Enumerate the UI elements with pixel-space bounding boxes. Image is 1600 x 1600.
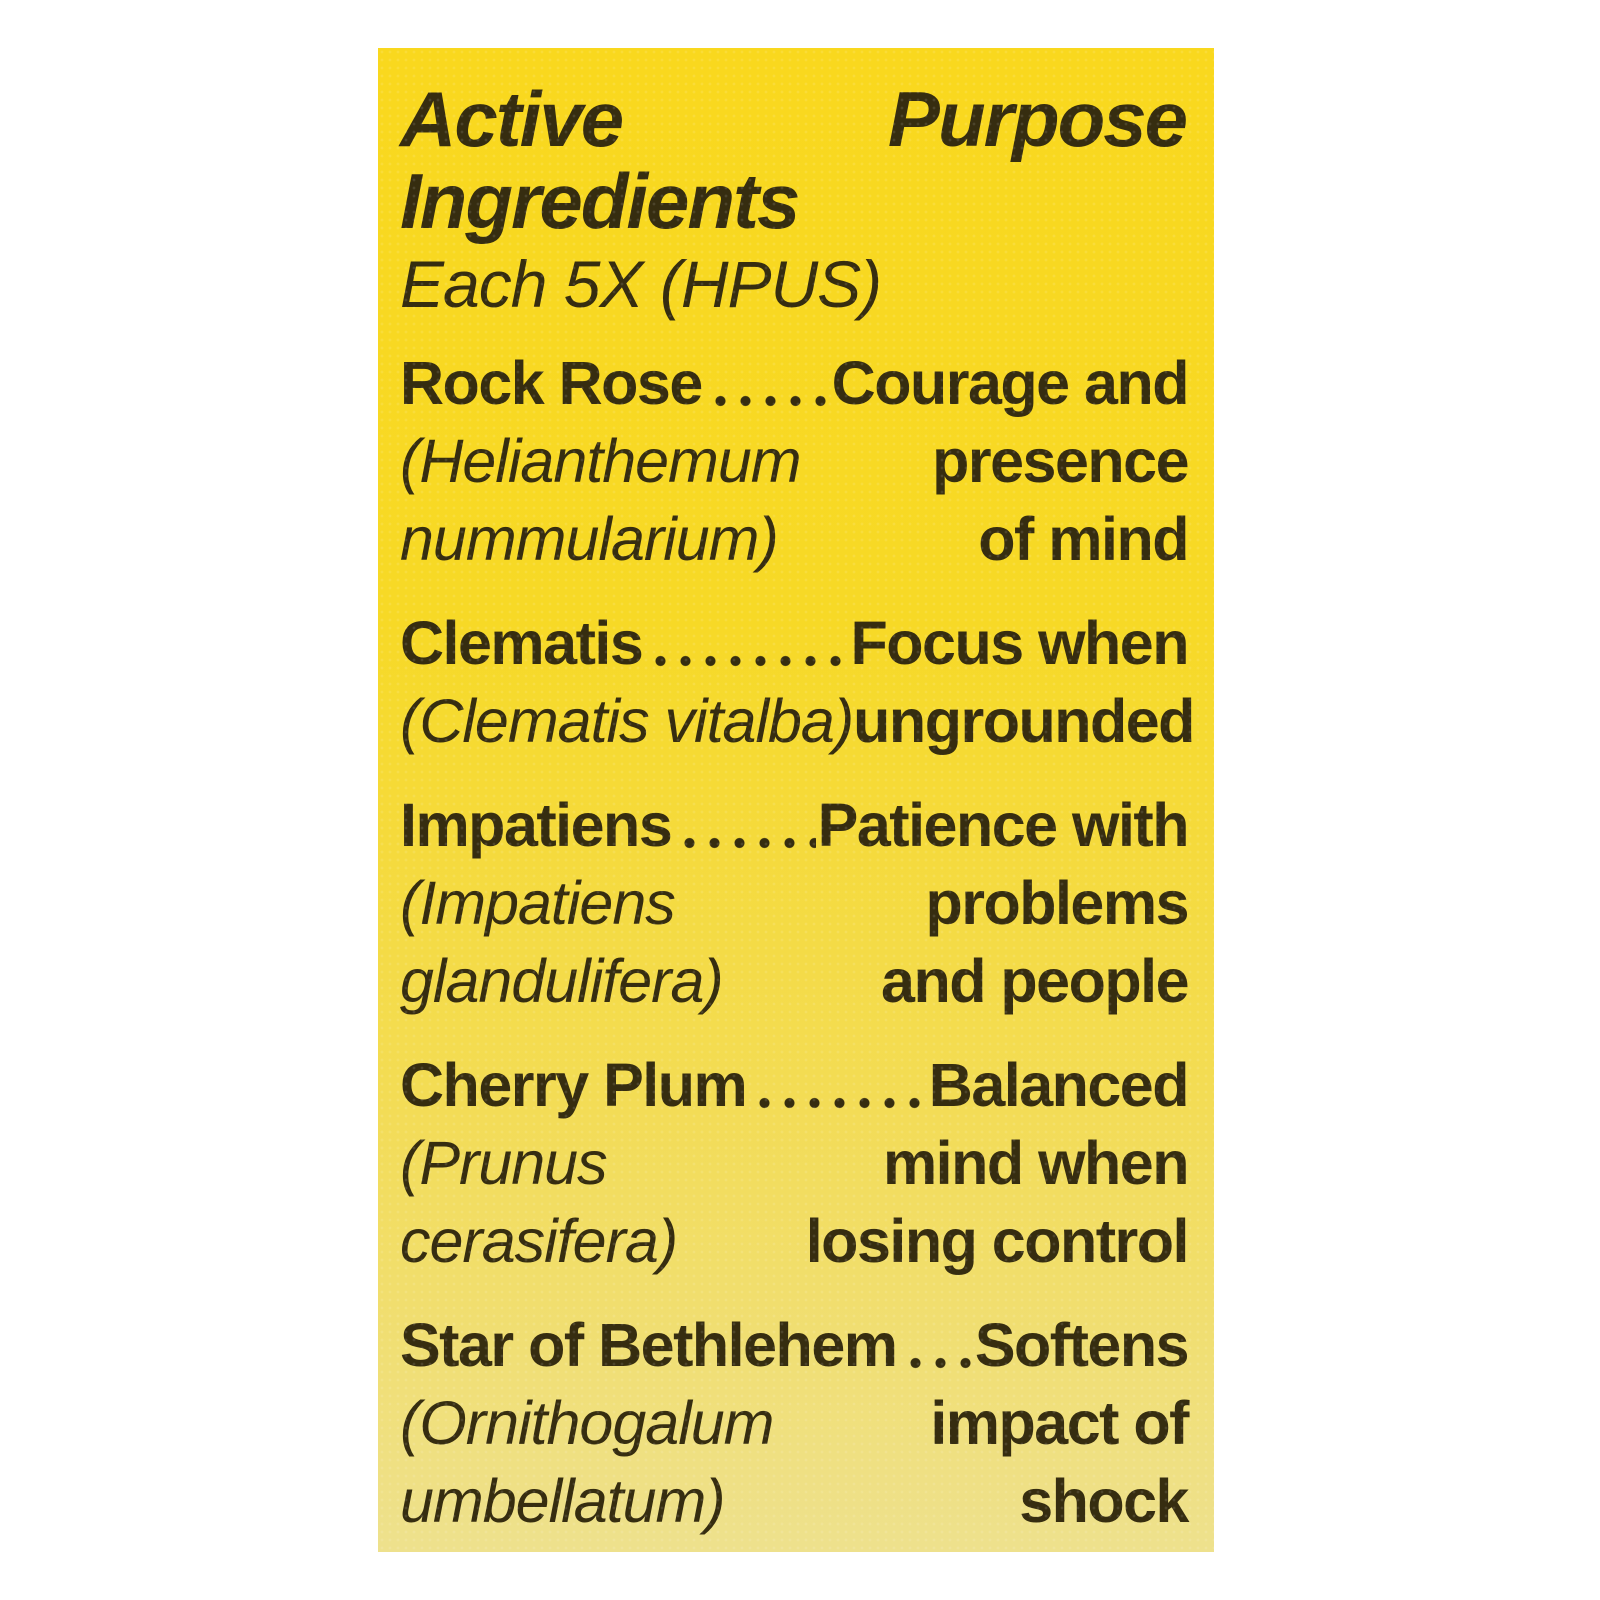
- ingredient-name: Clematis: [400, 609, 643, 677]
- latin-name: cerasifera): [400, 1207, 678, 1275]
- purpose-heading: Purpose: [887, 75, 1186, 163]
- purpose-text: and people: [881, 947, 1188, 1015]
- entry-continuation-line: [400, 1462, 1188, 1540]
- latin-name: umbellatum): [400, 1467, 725, 1535]
- ingredient-entry: [400, 1306, 1188, 1540]
- panel-header: [400, 75, 1188, 245]
- dot-leader: [748, 1046, 927, 1124]
- purpose-text: presence: [932, 427, 1188, 495]
- ingredient-name: Impatiens: [400, 791, 672, 859]
- ingredient-entry: [400, 786, 1188, 1020]
- purpose-text: Patience with: [817, 791, 1188, 859]
- dot-leader: [673, 786, 815, 864]
- purpose-text: shock: [1019, 1467, 1188, 1535]
- dot-leader: [644, 604, 848, 682]
- ingredient-entry: [400, 344, 1188, 578]
- ingredients-panel: [378, 48, 1214, 1552]
- entry-continuation-line: [400, 942, 1188, 1020]
- ingredient-entry: [400, 1046, 1188, 1280]
- potency-subheading: Each 5X (HPUS): [400, 247, 882, 321]
- ingredient-name: Cherry Plum: [400, 1051, 747, 1119]
- entry-first-line: [400, 786, 1188, 864]
- latin-name: nummularium): [400, 505, 778, 573]
- latin-name: glandulifera): [400, 947, 723, 1015]
- purpose-text: ungrounded: [853, 687, 1194, 755]
- purpose-text: impact of: [930, 1389, 1188, 1457]
- purpose-text: losing control: [805, 1207, 1188, 1275]
- entry-continuation-line: [400, 1202, 1188, 1280]
- ingredient-name: Star of Bethlehem: [400, 1311, 897, 1379]
- purpose-text: mind when: [882, 1129, 1188, 1197]
- purpose-text: Balanced: [928, 1051, 1188, 1119]
- entry-first-line: [400, 344, 1188, 422]
- entry-first-line: [400, 1046, 1188, 1124]
- entry-continuation-line: [400, 1124, 1188, 1202]
- purpose-text: Focus when: [850, 609, 1188, 677]
- entry-continuation-line: [400, 500, 1188, 578]
- latin-name: (Helianthemum: [400, 427, 801, 495]
- latin-name: (Prunus: [400, 1129, 607, 1197]
- active-ingredients-heading: Active Ingredients: [400, 75, 799, 245]
- purpose-text: of mind: [978, 505, 1188, 573]
- latin-name: (Clematis vitalba): [400, 687, 854, 755]
- purpose-text: Softens: [974, 1311, 1188, 1379]
- entry-continuation-line: [400, 682, 1194, 760]
- ingredient-entry: [400, 604, 1194, 760]
- ingredient-name: Rock Rose: [400, 349, 702, 417]
- purpose-text: Courage and: [831, 349, 1188, 417]
- latin-name: (Impatiens: [400, 869, 675, 937]
- entry-continuation-line: [400, 1384, 1188, 1462]
- entry-continuation-line: [400, 422, 1188, 500]
- purpose-text: problems: [925, 869, 1188, 937]
- latin-name: (Ornithogalum: [400, 1389, 774, 1457]
- entry-first-line: [400, 604, 1188, 682]
- dot-leader: [899, 1306, 973, 1384]
- dot-leader: [704, 344, 830, 422]
- ingredient-list: [400, 344, 1194, 1540]
- entry-continuation-line: [400, 864, 1188, 942]
- entry-first-line: [400, 1306, 1188, 1384]
